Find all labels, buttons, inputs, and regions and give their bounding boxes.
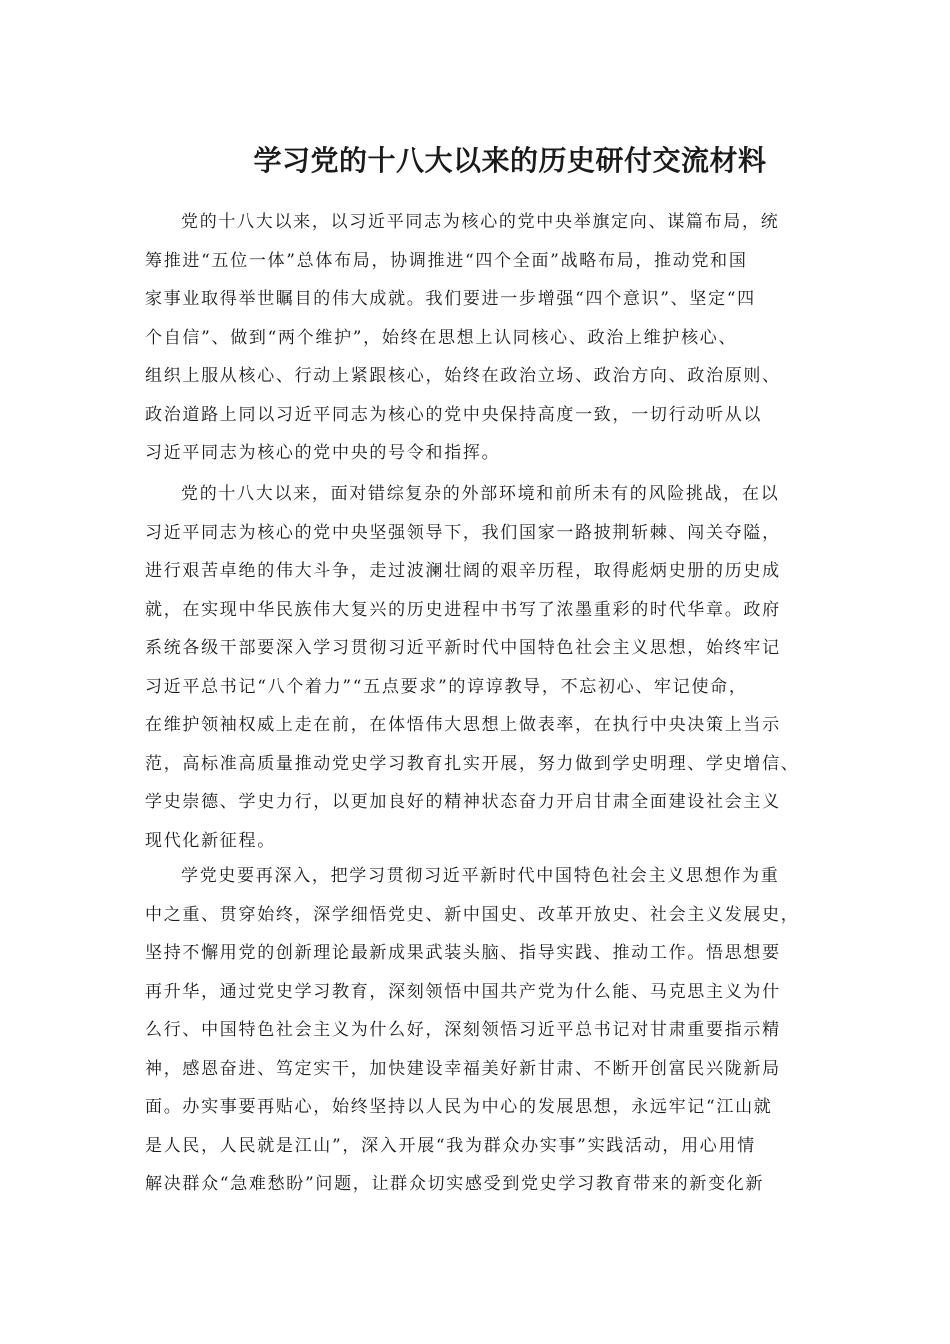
text-line: 习近平总书记“八个着力”“五点要求”的谆谆教导，不忘初心、牢记使命， xyxy=(145,676,748,697)
paragraph-2 xyxy=(145,475,830,860)
paragraph-1 xyxy=(145,203,830,473)
document-title: 学习党的十八大以来的历史研付交流材料 xyxy=(253,144,767,177)
text-line: 政治道路上同以习近平同志为核心的党中央保持高度一致，一切行动听从以 xyxy=(145,404,763,425)
text-line: 是人民，人民就是江山”，深入开展“我为群众办实事”实践活动，用心用情 xyxy=(145,1135,756,1156)
text-line: 解决群众“急难愁盼”问题，让群众切实感受到党史学习教育带来的新变化新 xyxy=(145,1174,765,1194)
text-line: 学史崇德、学史力行，以更加良好的精神状态奋力开启甘肃全面建设社会主义 xyxy=(145,792,781,812)
text-line: 党的十八大以来，以习近平同志为核心的党中央举旗定向、谋篇布局，统 xyxy=(181,212,780,232)
text-line: 家事业取得举世瞩目的伟大成就。我们要进一步增强“四个意识”、坚定“四 xyxy=(145,289,756,309)
text-line: 坚持不懈用党的创新理论最新成果武装头脑、指导实践、推动工作。悟思想要 xyxy=(145,943,781,963)
text-line: 神，感恩奋进、笃定实干，加快建设幸福美好新甘肃、不断开创富民兴陇新局 xyxy=(145,1058,781,1079)
text-line: 面。办实事要再贴心，始终坚持以人民为中心的发展思想，永远牢记“江山就 xyxy=(145,1097,773,1117)
text-line: 范，高标准高质量推动党史学习教育扎实开展，努力做到学史明理、学史增信、 xyxy=(145,753,800,774)
text-line: 个自信”、做到“两个维护”，始终在思想上认同核心、政治上维护核心、 xyxy=(145,327,738,348)
text-line: 再升华，通过党史学习教育，深刻领悟中国共产党为什么能、马克思主义为什 xyxy=(145,981,781,1002)
text-line: 学党史要再深入，把学习贯彻习近平新时代中国特色社会主义思想作为重 xyxy=(181,866,780,886)
text-line: 中之重、贯穿始终，深学细悟党史、新中国史、改革开放史、社会主义发展史， xyxy=(145,904,800,925)
text-line: 习近平同志为核心的党中央的号令和指挥。 xyxy=(145,443,501,463)
text-line: 组织上服从核心、行动上紧跟核心，始终在政治立场、政治方向、政治原则、 xyxy=(145,366,781,386)
paragraph-3 xyxy=(145,857,830,1204)
text-line: 系统各级干部要深入学习贯彻习近平新时代中国特色社会主义思想，始终牢记 xyxy=(145,638,781,658)
text-line: 现代化新征程。 xyxy=(145,830,276,851)
text-line: 么行、中国特色社会主义为什么好，深刻领悟习近平总书记对甘肃重要指示精 xyxy=(145,1020,781,1040)
text-line: 筹推进“五位一体”总体布局，协调推进“四个全面”战略布局，推动党和国 xyxy=(145,250,748,271)
text-line: 习近平同志为核心的党中央坚强领导下，我们国家一路披荆斩棘、闯关夺隘， xyxy=(145,522,781,543)
text-line: 进行艰苦卓绝的伟大斗争，走过波澜壮阔的艰辛历程，取得彪炳史册的历史成 xyxy=(145,561,781,581)
text-line: 党的十八大以来，面对错综复杂的外部环境和前所未有的风险挑战，在以 xyxy=(181,484,780,504)
text-line: 就，在实现中华民族伟大复兴的历史进程中书写了浓墨重彩的时代华章。政府 xyxy=(145,599,781,620)
text-line: 在维护领袖权威上走在前，在体悟伟大思想上做表率，在执行中央决策上当示 xyxy=(145,715,781,735)
